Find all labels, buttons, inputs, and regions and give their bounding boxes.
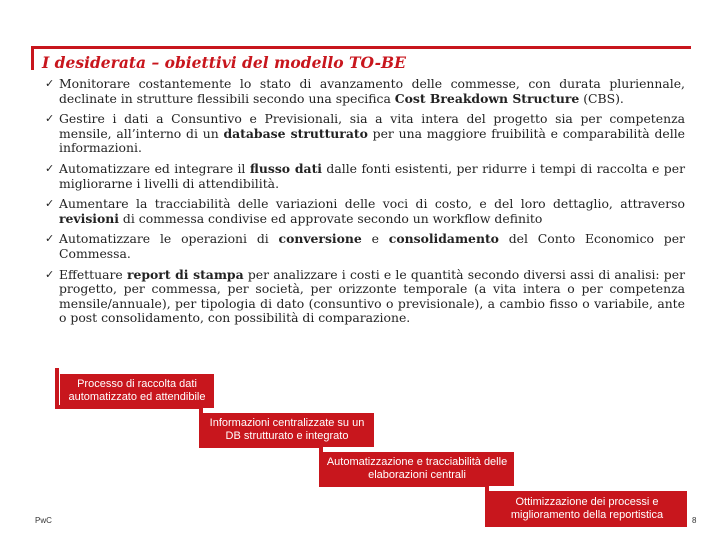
objective-item	[45, 112, 685, 156]
objective-text: Automatizzare ed integrare il	[59, 160, 250, 176]
pwc-logo: PwC	[35, 516, 52, 525]
title-bracket-left	[31, 46, 34, 70]
step-box-4: Ottimizzazione dei processi e miglioramento della reportistica	[487, 491, 687, 527]
stair-line	[55, 368, 59, 408]
step-box-3: Automatizzazione e tracciabilità delle elaborazioni centrali	[320, 452, 514, 486]
objective-text: per una maggiore fruibilità e comparabilità delle informazioni.	[59, 125, 685, 156]
objective-keyword: database strutturato	[223, 125, 368, 141]
objective-text: Gestire i dati a Consuntivo e Previsionali, sia a vita intera del progetto sia per competenza mensile, all’interno di un	[59, 111, 685, 141]
objective-keyword: Cost Breakdown Structure	[394, 90, 580, 106]
objective-item	[45, 162, 685, 191]
checkmark-icon: ✓	[45, 232, 55, 246]
checkmark-icon: ✓	[45, 197, 55, 211]
objective-text: e	[361, 231, 389, 247]
objective-keyword: revisioni	[59, 210, 119, 226]
objective-keyword: flusso dati	[249, 160, 322, 176]
checkmark-icon: ✓	[45, 161, 55, 175]
title-bracket-top	[31, 46, 691, 49]
objective-text: (CBS).	[579, 90, 624, 106]
objective-item	[45, 197, 685, 226]
slide-title: I desiderata – obiettivi del modello TO-BE	[42, 53, 406, 72]
objective-item	[45, 268, 685, 326]
objective-text: Effettuare	[59, 266, 127, 282]
objective-text: dalle fonti esistenti, per ridurre i tempi di raccolta e per migliorarne i livelli di attendibilità.	[59, 160, 685, 191]
checkmark-icon: ✓	[45, 112, 55, 126]
objective-text: Automatizzare le operazioni di	[59, 231, 279, 247]
objective-keyword: conversione	[278, 231, 362, 247]
objective-text: Aumentare la tracciabilità delle variazioni delle voci di costo, e del loro dettaglio, attraverso	[59, 196, 685, 212]
step-box-1: Processo di raccolta dati automatizzato ed attendibile	[60, 374, 214, 408]
objective-text: di commessa condivise ed approvate secondo un workflow definito	[118, 210, 543, 226]
objective-text: per analizzare i costi e le quantità secondo diversi assi di analisi: per progetto, per commessa, per società, per orizzonte temporale (a vita intera o per competenza mensile/annuale), per tipologia di dato (consuntivo o previsionale), a cambio fisso o variabile, ante o post consolidamento, con possibilità di comparazione.	[59, 266, 685, 326]
objective-text: Monitorare costantemente lo stato di avanzamento delle commesse, con durata pluriennale, declinate in strutture flessibili secondo una specifica	[59, 76, 685, 106]
checkmark-icon: ✓	[45, 267, 55, 281]
objectives-list	[45, 77, 685, 332]
checkmark-icon: ✓	[45, 77, 55, 90]
objective-item	[45, 232, 685, 261]
page-number: 8	[692, 516, 697, 525]
objective-item	[45, 77, 685, 106]
objective-text: del Conto Economico per Commessa.	[59, 231, 685, 261]
objective-keyword: consolidamento	[388, 231, 499, 247]
objective-keyword: report di stampa	[126, 266, 244, 282]
step-box-2: Informazioni centralizzate su un DB strutturato e integrato	[200, 413, 374, 447]
